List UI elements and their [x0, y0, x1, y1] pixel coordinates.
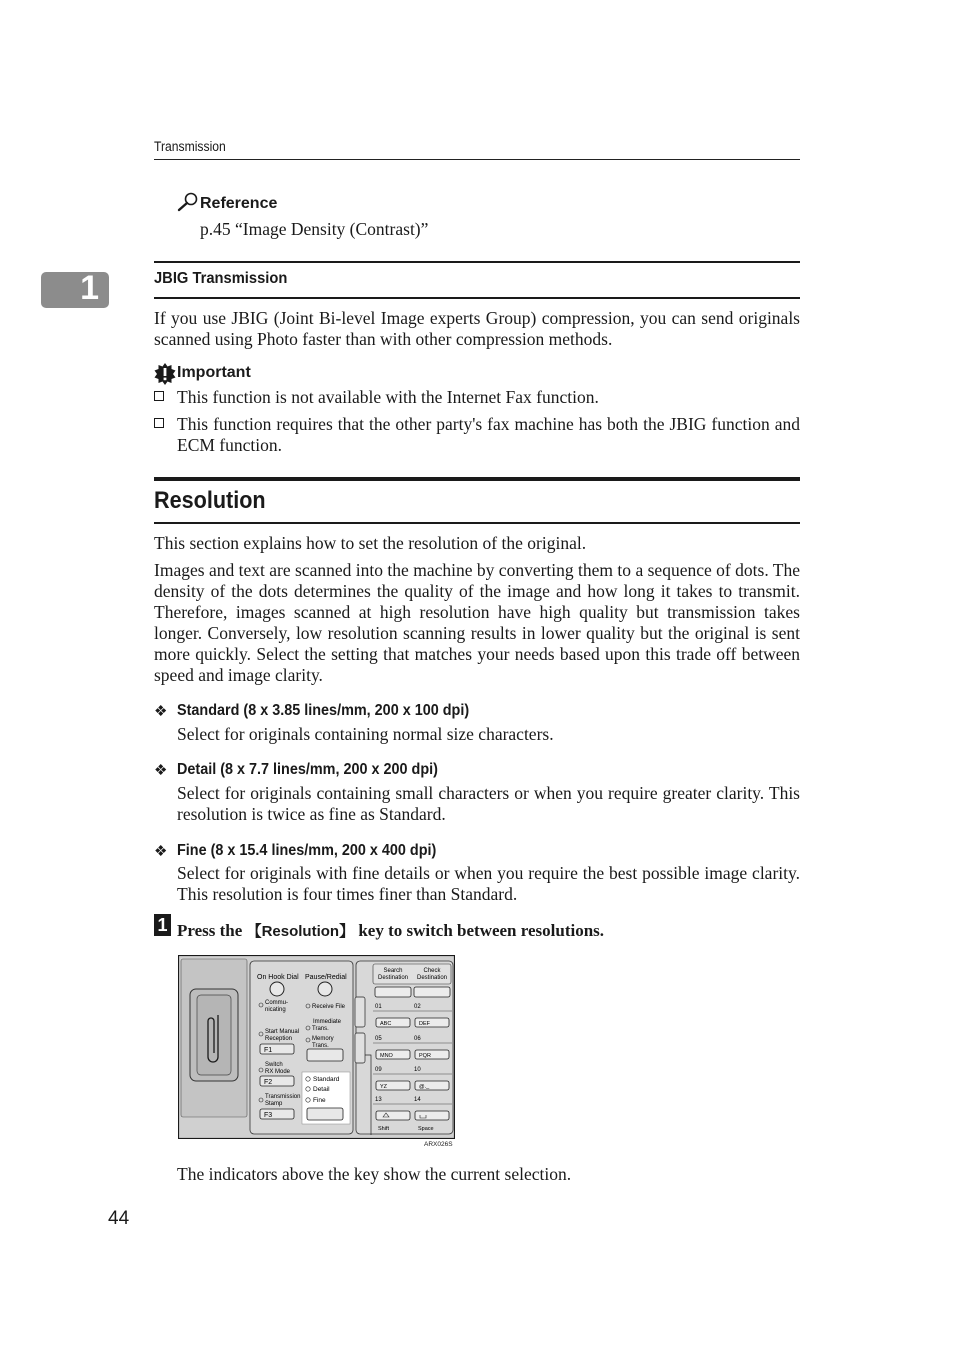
pause-redial-label: Pause/Redial — [305, 974, 347, 981]
scroll-key[interactable] — [355, 1033, 365, 1063]
quick-dial-number: 13 — [375, 1097, 382, 1103]
resolution-rule-bottom — [154, 522, 800, 524]
step-number: 1 — [154, 914, 171, 936]
control-panel-illustration — [178, 955, 455, 1139]
option-desc-fine: Select for originals with fine details or when you require the best possible image clarity. This resolution is four times finer than Standard. — [177, 863, 800, 904]
start-manual-label: Reception — [265, 1036, 293, 1042]
check-destination-label: Destination — [416, 975, 448, 981]
quick-dial-number: 06 — [414, 1036, 421, 1042]
on-hook-dial-button[interactable] — [270, 982, 284, 996]
space-label: Space — [418, 1126, 434, 1132]
page-number: 44 — [108, 1208, 130, 1229]
resolution-key[interactable] — [307, 1108, 343, 1120]
shift-key[interactable] — [376, 1111, 410, 1120]
f2-key-label: F2 — [264, 1079, 273, 1086]
switch-rx-label: Switch — [265, 1062, 283, 1068]
key-label: Resolution — [261, 923, 340, 940]
step-instruction — [177, 920, 604, 941]
f3-key-label: F3 — [264, 1112, 273, 1119]
resolution-heading: Resolution — [154, 487, 266, 514]
quick-dial-letters: ABC — [380, 1021, 392, 1027]
check-destination-key[interactable] — [414, 987, 450, 997]
fine-indicator-label: Fine — [313, 1097, 326, 1104]
resolution-intro: This section explains how to set the resolution of the original. — [154, 533, 587, 553]
chapter-tab — [41, 269, 109, 308]
option-heading-standard: Standard (8 x 3.85 lines/mm, 200 x 100 dpi) — [177, 702, 470, 719]
option-heading-fine: Fine (8 x 15.4 lines/mm, 200 x 400 dpi) — [177, 842, 437, 859]
communicating-label: Commu- — [265, 1000, 289, 1006]
quick-dial-letters: @._ — [419, 1084, 430, 1090]
communicating-label: nicating — [265, 1007, 286, 1013]
shift-label: Shift — [378, 1126, 390, 1132]
quick-dial-number: 02 — [414, 1004, 421, 1010]
diamond-bullet-icon: ❖ — [154, 844, 168, 860]
standard-indicator-label: Standard — [313, 1076, 340, 1083]
step-text-after: key to switch between resolutions. — [354, 921, 605, 940]
important-title: Important — [177, 364, 251, 381]
resolution-paragraph: Images and text are scanned into the machine by converting them to a sequence of dots. The density of the dots determines the quality of the image and how long it takes to transmit. Therefore, images scanned at high resolution have high quality but transmission takes longer. Conversely, low resolution scanning results in lower quality but the original is sent more quickly. Select the setting that matches your needs based upon this trade off between speed and image clarity. — [154, 560, 800, 685]
header-rule — [154, 159, 800, 160]
quick-dial-number: 01 — [375, 1004, 382, 1010]
step-text-before: Press the — [177, 921, 247, 940]
scroll-key[interactable] — [355, 997, 365, 1027]
receive-file-label: Receive File — [312, 1004, 346, 1010]
figure-caption-code: ARX026S — [424, 1141, 453, 1148]
diamond-bullet-icon: ❖ — [154, 704, 168, 720]
important-icon — [154, 363, 176, 385]
check-destination-label: Check — [423, 968, 441, 974]
transmission-stamp-label: Stamp — [265, 1101, 283, 1107]
key-bracket-close: 】 — [339, 923, 355, 940]
checkbox-bullet-icon — [154, 418, 164, 428]
immediate-trans-label: Trans. — [312, 1026, 329, 1032]
chapter-number: 1 — [80, 269, 99, 307]
quick-dial-letters: PQR — [419, 1053, 431, 1059]
option-desc-standard: Select for originals containing normal size characters. — [177, 724, 554, 744]
detail-indicator-label: Detail — [313, 1086, 330, 1093]
transmission-stamp-label: Transmission — [265, 1094, 301, 1100]
option-heading-detail: Detail (8 x 7.7 lines/mm, 200 x 200 dpi) — [177, 761, 438, 778]
start-manual-label: Start Manual — [265, 1029, 300, 1035]
search-destination-label: Destination — [377, 975, 409, 981]
jbig-paragraph: If you use JBIG (Joint Bi-level Image experts Group) compression, you can send originals scanned using Photo faster than with other compression methods. — [154, 308, 800, 349]
option-desc-detail: Select for originals containing small characters or when you require greater clarity. This resolution is twice as fine as Standard. — [177, 783, 800, 824]
running-head: Transmission — [154, 139, 226, 154]
important-item — [154, 414, 800, 458]
important-item-text: This function is not available with the Internet Fax function. — [177, 387, 599, 407]
immediate-trans-label: Immediate — [313, 1019, 342, 1025]
reference-text: p.45 “Image Density (Contrast)” — [200, 219, 429, 239]
quick-dial-number: 10 — [414, 1067, 421, 1073]
quick-dial-number: 14 — [414, 1097, 421, 1103]
jbig-rule-top — [154, 261, 800, 263]
search-destination-label: Search — [383, 968, 403, 974]
checkbox-bullet-icon — [154, 391, 164, 401]
memory-trans-key[interactable] — [307, 1049, 343, 1061]
memory-trans-label: Trans. — [312, 1043, 329, 1049]
search-destination-key[interactable] — [375, 987, 411, 997]
on-hook-dial-label: On Hook Dial — [257, 974, 299, 981]
jbig-heading: JBIG Transmission — [154, 270, 288, 287]
reference-title: Reference — [200, 195, 278, 212]
diamond-bullet-icon: ❖ — [154, 763, 168, 779]
f1-key-label: F1 — [264, 1047, 273, 1054]
quick-dial-letters: DEF — [419, 1021, 430, 1027]
pause-redial-button[interactable] — [318, 982, 332, 996]
key-bracket-open: 【 — [246, 923, 262, 940]
jbig-rule-bottom — [154, 297, 800, 299]
quick-dial-letters: MNO — [380, 1053, 393, 1059]
indicator-note: The indicators above the key show the current selection. — [177, 1164, 572, 1184]
memory-trans-label: Memory — [312, 1036, 334, 1042]
important-item — [154, 387, 800, 409]
quick-dial-number: 05 — [375, 1036, 382, 1042]
magnifier-icon — [176, 191, 200, 213]
quick-dial-letters: YZ — [380, 1084, 388, 1090]
quick-dial-number: 09 — [375, 1067, 382, 1073]
switch-rx-label: RX Mode — [265, 1069, 291, 1075]
resolution-rule-top — [154, 477, 800, 481]
important-item-text: This function requires that the other party's fax machine has both the JBIG function and ECM function. — [177, 414, 800, 455]
